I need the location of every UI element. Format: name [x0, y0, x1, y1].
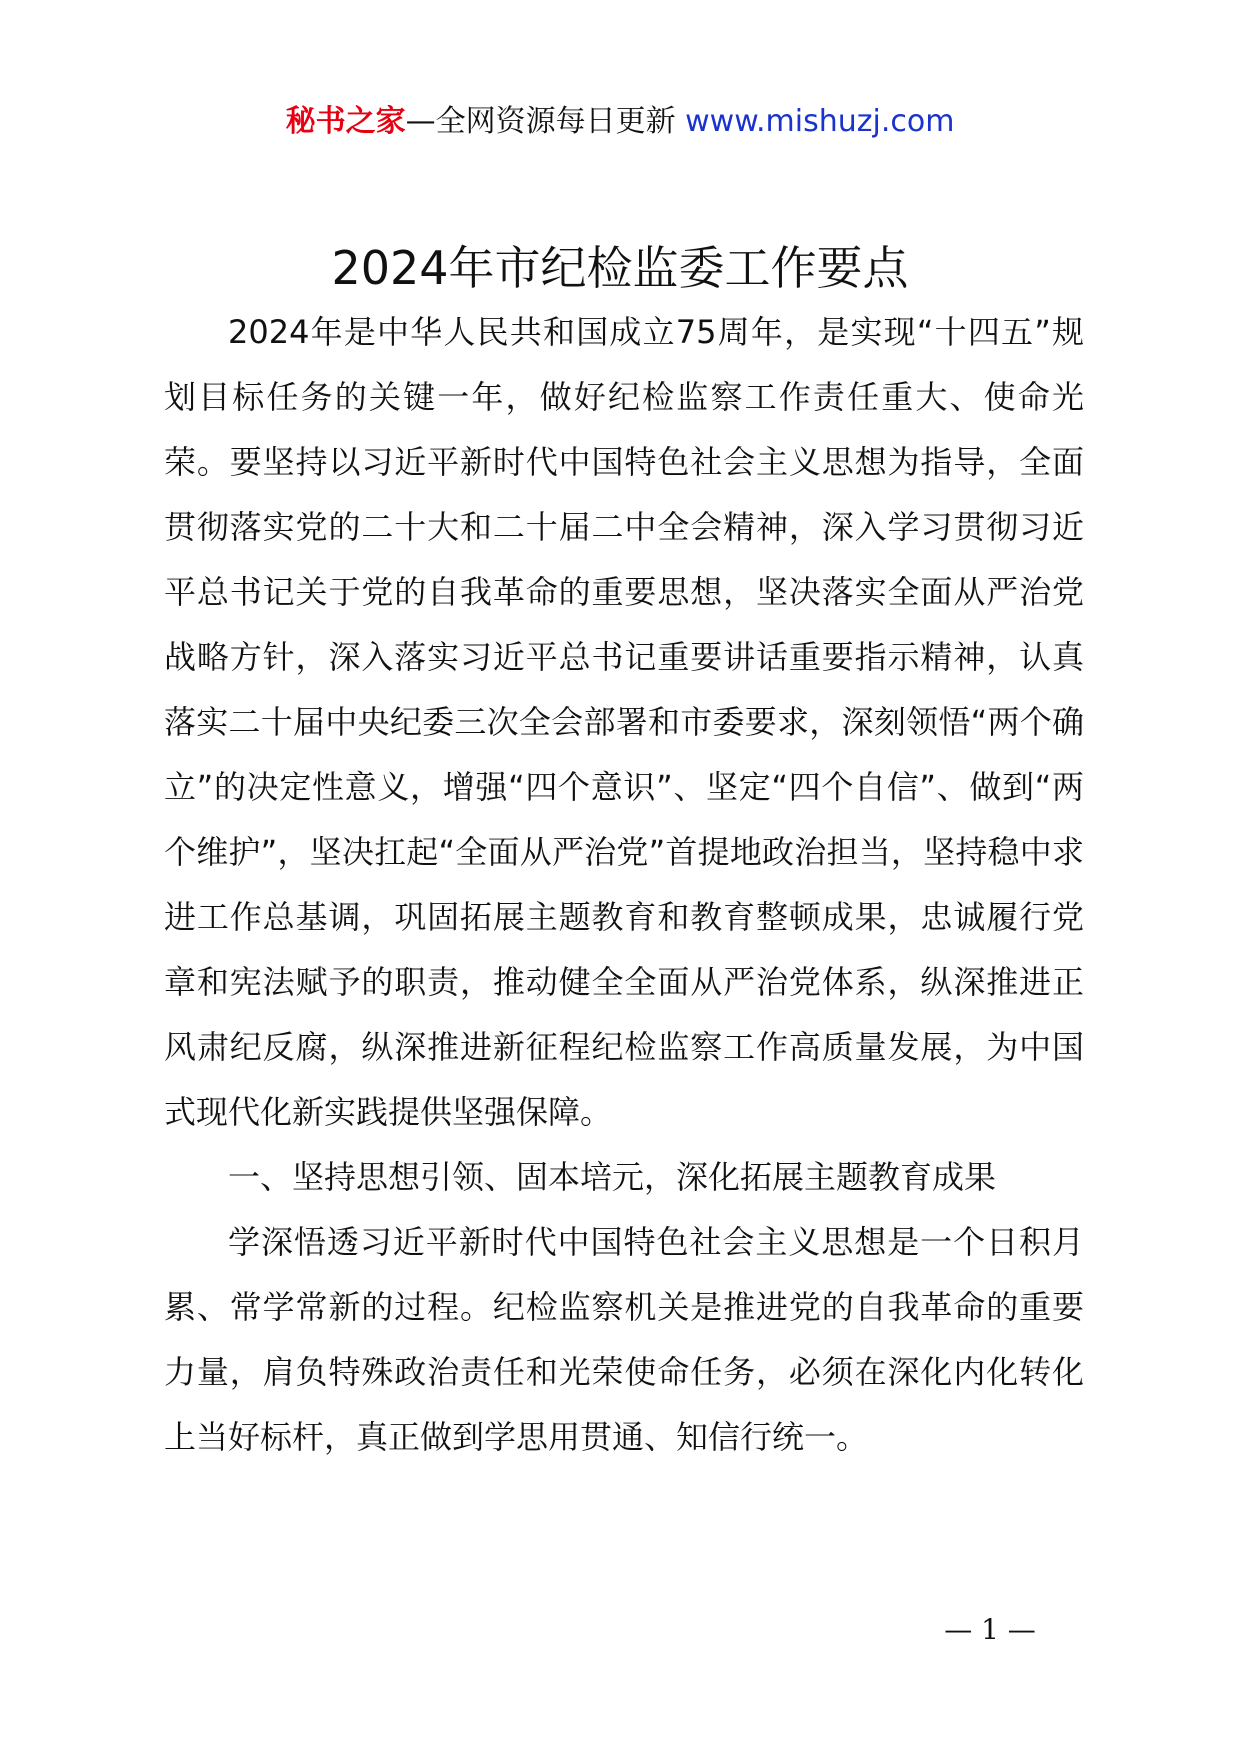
site-url-link[interactable]: www.mishuzj.com — [685, 104, 955, 139]
section-heading: 一、坚持思想引领、固本培元，深化拓展主题教育成果 — [228, 1158, 997, 1196]
site-banner — [0, 100, 1240, 144]
document-title: 2024年市纪检监委工作要点 — [331, 241, 909, 295]
document-body — [164, 300, 1084, 1470]
page-number: — 1 — — [944, 1613, 1036, 1646]
site-tagline: —全网资源每日更新 — [405, 104, 686, 139]
section-paragraph: 学深悟透习近平新时代中国特色社会主义思想是一个日积月累、常学常新的过程。纪检监察机关是推进党的自我革命的重要力量，肩负特殊政治责任和光荣使命任务，必须在深化内化转化上当好标杆，真正做到学思用贯通、知信行统一。 — [164, 1223, 1084, 1456]
intro-paragraph: 2024年是中华人民共和国成立75周年，是实现“十四五”规划目标任务的关键一年，做好纪检监察工作责任重大、使命光荣。要坚持以习近平新时代中国特色社会主义思想为指导，全面贯彻落实党的二十大和二十届二中全会精神，深入学习贯彻习近平总书记关于党的自我革命的重要思想，坚决落实全面从严治党战略方针，深入落实习近平总书记重要讲话重要指示精神，认真落实二十届中央纪委三次全会部署和市委要求，深刻领悟“两个确立”的决定性意义，增强“四个意识”、坚定“四个自信”、做到“两个维护”，坚决扛起“全面从严治党”首提地政治担当，坚持稳中求进工作总基调，巩固拓展主题教育和教育整顿成果，忠诚履行党章和宪法赋予的职责，推动健全全面从严治党体系，纵深推进正风肃纪反腐，纵深推进新征程纪检监察工作高质量发展，为中国式现代化新实践提供坚强保障。 — [164, 313, 1084, 1131]
site-brand: 秘书之家 — [285, 104, 406, 139]
